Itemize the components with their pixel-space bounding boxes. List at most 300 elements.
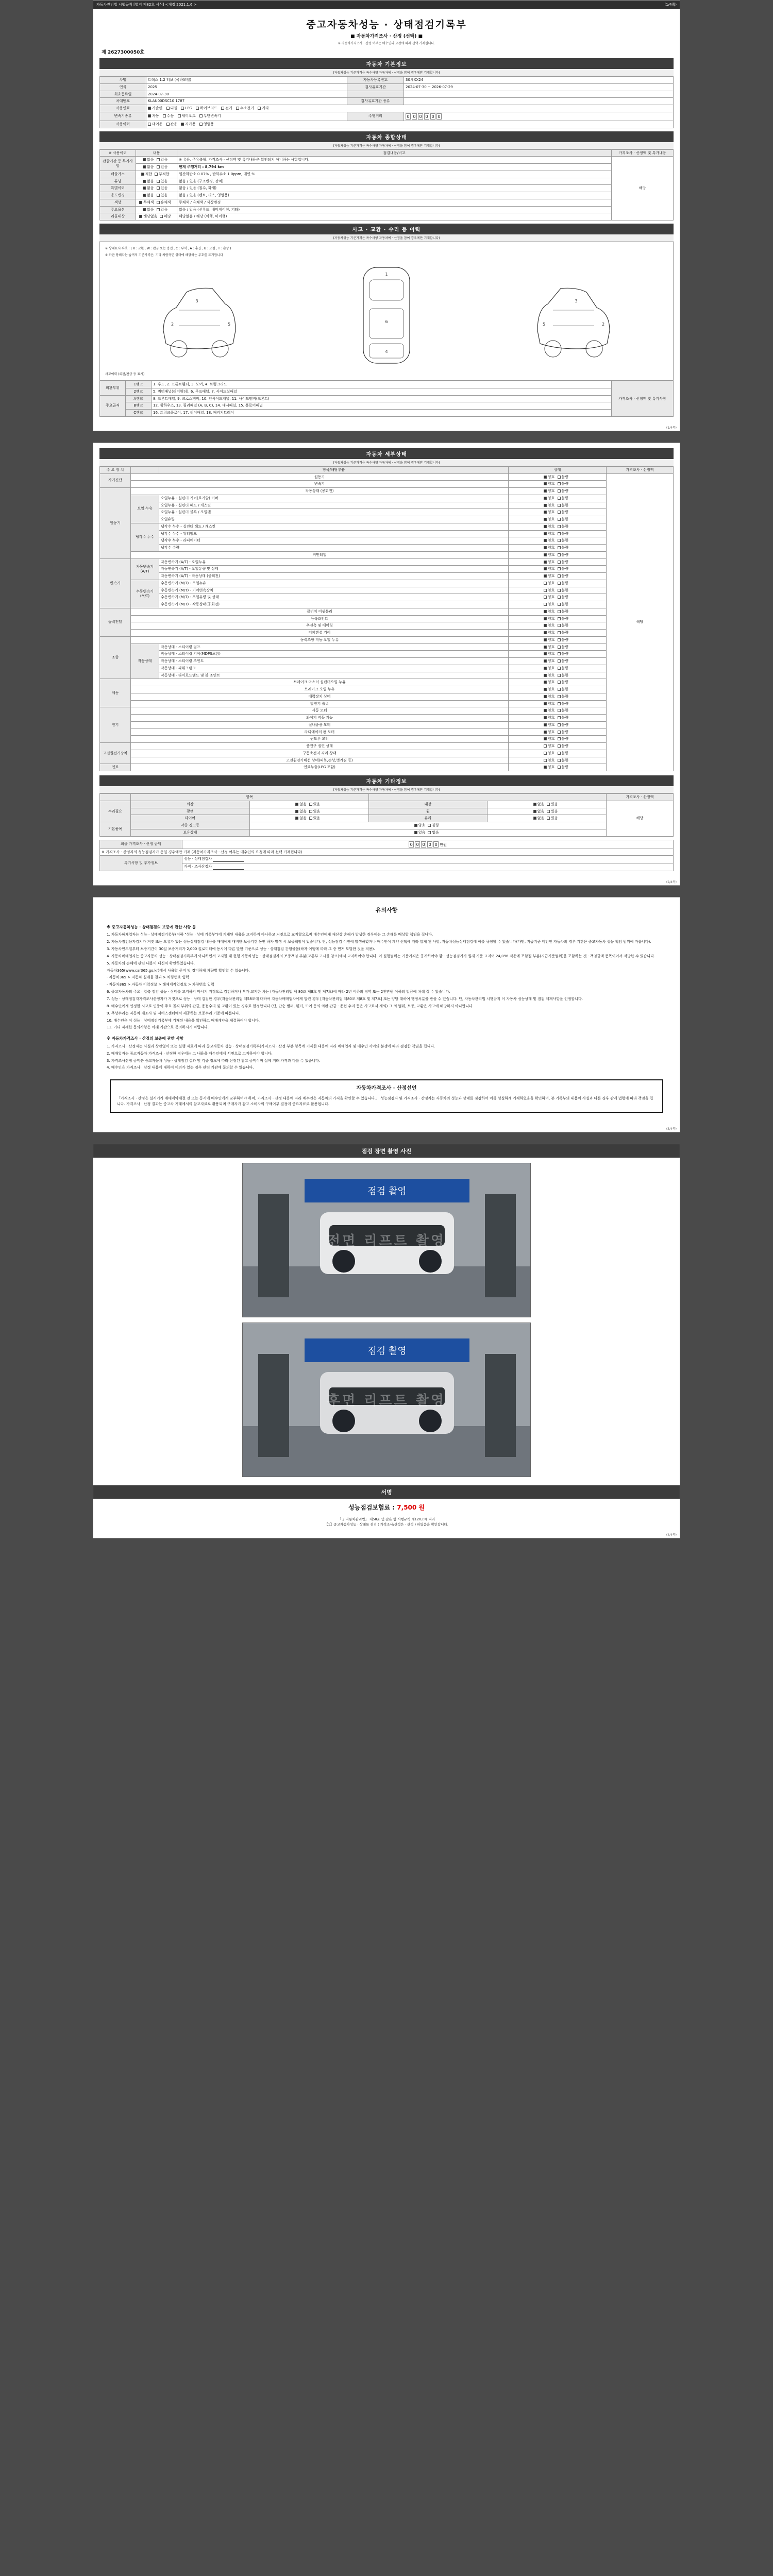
- state-steer-4[interactable]: 양호 불량: [509, 665, 607, 672]
- table-row: [100, 192, 674, 199]
- table-row: [100, 213, 674, 221]
- state-trans-5[interactable]: 양호 불량: [509, 594, 607, 601]
- svg-text:점검 촬영: 점검 촬영: [367, 1345, 407, 1357]
- col-price: 가격조사 · 산정액: [607, 466, 674, 473]
- detail-price-note: 해당: [607, 473, 674, 771]
- parts-rank-c: C랭크: [126, 410, 152, 417]
- item-selfdiag-1: 변속기: [131, 481, 509, 488]
- state-trans-3[interactable]: 양호 불량: [509, 580, 607, 587]
- state-engine-5[interactable]: 양호 불량: [509, 523, 607, 530]
- state-trans-0[interactable]: 양호 불량: [509, 558, 607, 566]
- row-label-7: 주요옵션: [100, 206, 136, 213]
- row-state-5[interactable]: 없음 있음: [136, 192, 177, 199]
- row-detail-7: 없음 / 있음 (선루프, 내비게이션, 기타): [177, 206, 612, 213]
- state-trans-6[interactable]: 양호 불량: [509, 601, 607, 608]
- table-row: [100, 651, 674, 658]
- section-basic-info-sub: (자동차성능 기준가격은 특수사양 자동차에 · 산정을 참여 경우에만 기재합니다): [99, 69, 674, 76]
- item-trans-6: 수동변속기 (M/T) - 작동상태(공회전): [159, 601, 509, 608]
- state-brake-1[interactable]: 양호 불량: [509, 686, 607, 693]
- parts-list-a: 8. 프론트패널, 9. 크로스멤버, 10. 인사이드패널, 11. 사이드멤버(프론트): [152, 395, 612, 402]
- other-label-interior: 내장: [368, 801, 488, 808]
- declaration-body: 「가격조사 · 산정은 실시기가 매매계약체결 전 또는 동시에 매수인에게 교부하여야 하며, 가격조사 · 산정 내용에 따라 매수인은 자동차의 가격을 확인할 수 있습니다.」 성능점검자 및 가격조사 · 산정자는 자동차의 성능과 상태를 점검하여 이를 성실하게 기재하였음을 확인하며, 본 기록부의 내용이 사실과 다를 경우 관계 법령에 따라 책임을 집니다. 가격조사 · 산정 결과는 중고차 거래에서의 참고자료로 활용되며 구매자가 참고 소비자의 구매여부 결정에 중요자료로 활용됩니다.: [117, 1096, 653, 1107]
- value-carname: 트랙스 1.2 터보 (국하모델): [146, 77, 347, 84]
- table-row: [100, 558, 674, 566]
- notice-item-0: 1. 자동차해체업자는 성능 · 상태점검기록부(이하 "성능 · 상태 기록부")에 기재된 내용을 교지하지 아니하고 거짓으로 교지할으로써 매수인에게 재산상 손해가 발생한 경우에는 그 손해를 배상할 책임을 집니다.: [107, 933, 433, 937]
- value-year: 2025: [146, 83, 347, 91]
- fuel-option-5[interactable]: [236, 106, 254, 111]
- state-trans-4[interactable]: 양호 불량: [509, 587, 607, 594]
- row-label-3: 튜닝: [100, 178, 136, 185]
- overall-price-note: 해당: [612, 157, 674, 221]
- fuel-option-4[interactable]: [221, 106, 232, 111]
- trans-label-0: 자동: [152, 114, 159, 118]
- parts-rank-1: 1랭크: [126, 381, 152, 388]
- signer-performance-line[interactable]: [213, 857, 244, 862]
- item-engine-7: 냉각수 누수 - 라디에이터: [159, 537, 509, 545]
- page-4: [93, 1144, 680, 1539]
- trans-option-0[interactable]: [148, 114, 159, 118]
- value-plate: 30세XX24: [404, 77, 674, 84]
- row-state-7[interactable]: 없음 있음: [136, 206, 177, 213]
- row-label-6: 색상: [100, 199, 136, 206]
- usage-option-0[interactable]: [148, 122, 162, 127]
- value-vin: KLAU00DSC10 1787: [146, 98, 347, 105]
- item-trans-1: 자동변속기 (A/T) - 오일유량 및 상태: [159, 566, 509, 573]
- svg-text:3: 3: [195, 299, 198, 303]
- table-row: [100, 77, 674, 84]
- col-main-device: 주 요 장 치: [100, 466, 131, 473]
- state-elec-1[interactable]: 양호 불량: [509, 715, 607, 722]
- item-engine-5: 냉각수 누수 - 실린더 헤드 / 개스킷: [159, 523, 509, 530]
- accident-parts-table: [99, 381, 674, 417]
- row-label-5: 용도변경: [100, 192, 136, 199]
- svg-text:4: 4: [385, 349, 388, 354]
- row-state-6[interactable]: 무채색 유채색: [136, 199, 177, 206]
- table-row: [100, 402, 674, 410]
- col-price-note: 가격조사 · 산정액 및 특가내용: [612, 149, 674, 157]
- table-row: [100, 622, 674, 630]
- other-group-repair: 수리필요: [100, 801, 131, 822]
- label-fuel: 사용연료: [100, 105, 146, 112]
- other-state-glass[interactable]: 없음 있음: [488, 815, 607, 822]
- row-state-1[interactable]: 없음 있음: [136, 164, 177, 171]
- fee-line: [93, 1499, 680, 1516]
- price-digit-4: 0: [433, 841, 439, 848]
- notice-item-6: · 자동차365 > 자동차 실매물 결과 > 차량번호 입력: [107, 975, 190, 980]
- sub-manual-trans: 수동변속기 (M/T): [131, 580, 159, 608]
- accident-parts-title: 사고이력 (외판/판금 등 표시): [105, 372, 145, 376]
- accident-price-note-label: 가격조사 · 산정액 및 특기사항: [612, 381, 674, 417]
- fee-value: 7,500 원: [397, 1503, 425, 1511]
- price-digit-1: 0: [415, 841, 420, 848]
- svg-text:5: 5: [543, 322, 546, 327]
- state-hv-2[interactable]: 양호 불량: [509, 757, 607, 764]
- state-elec-3[interactable]: 양호 불량: [509, 728, 607, 736]
- item-trans-4: 수동변속기 (M/T) - 기어변속장치: [159, 587, 509, 594]
- table-row: [100, 530, 674, 537]
- fuel-option-1[interactable]: [166, 106, 178, 111]
- state-hv-0[interactable]: 양호 불량: [509, 743, 607, 750]
- parts-rank-b: B랭크: [126, 402, 152, 410]
- notice-heading-1: ※ 중고자동차성능 · 상태점검의 보증에 관한 사항 등: [107, 924, 196, 929]
- state-engine-3[interactable]: 양호 불량: [509, 509, 607, 516]
- table-row: [100, 863, 674, 871]
- photo-section-header: 점검 장면 촬영 사진: [93, 1144, 680, 1158]
- page-notice: ※ 자동차가격조사 · 산정 여부는 매수인의 요청에 따라 선택 기재됩니다.: [338, 42, 435, 45]
- row-state-4[interactable]: 없음 있음: [136, 185, 177, 192]
- table-row: [100, 566, 674, 573]
- declaration-title: 자동차가격조사 · 산정선언: [356, 1086, 417, 1092]
- row-detail-0: ※ 유용, 주유출혈, 가격조사 · 산정액 및 특기내용은 확인되지 아니하는 사항입니다.: [177, 157, 612, 164]
- other-label-records: 보유상태: [131, 829, 250, 836]
- fuel-option-2[interactable]: [181, 106, 192, 111]
- state-fuel-0[interactable]: 양호 불량: [509, 764, 607, 771]
- trans-option-3[interactable]: [199, 114, 221, 118]
- state-selfdiag-0[interactable]: 양호 불량: [509, 473, 607, 481]
- page-1-footer: (1/4쪽): [666, 426, 677, 430]
- other-state-interior[interactable]: 없음 있음: [488, 801, 607, 808]
- row-detail-8: 해당없음 / 해당 (이행, 미이행): [177, 213, 612, 221]
- table-row: [100, 164, 674, 171]
- state-power-0[interactable]: 양호 불량: [509, 608, 607, 615]
- svg-text:5: 5: [227, 322, 230, 327]
- col-other-state-2: [368, 794, 607, 801]
- usage-option-3[interactable]: [199, 122, 214, 127]
- table-row: [100, 91, 674, 98]
- state-engine-2[interactable]: 양호 불량: [509, 502, 607, 509]
- sign-footnote-1: 「 」자동차관리법」 제58조 및 같은 법 시행규칙 제120조에 따라: [338, 1517, 435, 1521]
- notice-item-13: 11. 기타 자세한 문의사항은 아래 기관으로 문의하시기 바랍니다.: [107, 1025, 209, 1030]
- trans-label-3: 무단변속기: [203, 114, 221, 118]
- table-row: [100, 488, 674, 495]
- document-number: 제 2627300050호: [102, 50, 145, 55]
- sign-section-header: 서명: [93, 1485, 680, 1499]
- state-engine-0[interactable]: 양호 불량: [509, 488, 607, 495]
- state-brake-0[interactable]: 양호 불량: [509, 679, 607, 686]
- front-lift-photo: [242, 1163, 531, 1317]
- trans-label-1: 수동: [166, 114, 174, 118]
- table-row: [100, 700, 674, 707]
- state-power-3[interactable]: 양호 불량: [509, 630, 607, 637]
- item-hv-0: 충전구 절연 상태: [131, 743, 509, 750]
- section-overall-header: 자동차 종합상태: [99, 131, 674, 142]
- table-row: [100, 551, 674, 558]
- mileage-digits: [404, 112, 674, 121]
- table-row: [100, 105, 674, 112]
- label-plate: 자동차등록번호: [347, 77, 404, 84]
- col-usage-history: ※ 사용이력: [100, 149, 136, 157]
- table-row: [100, 801, 674, 808]
- state-selfdiag-1[interactable]: 양호 불량: [509, 481, 607, 488]
- table-row: [100, 178, 674, 185]
- label-inspection-period: 검사유효기간: [347, 83, 404, 91]
- parts-group-frame: 주요골격: [100, 395, 126, 416]
- state-brake-2[interactable]: 양호 불량: [509, 693, 607, 700]
- price-digit-0: 0: [409, 841, 414, 848]
- usage-label-2: 자가용: [185, 122, 196, 126]
- other-state-polish[interactable]: 없음 있음: [249, 808, 368, 815]
- basic-info-table: [99, 76, 674, 128]
- trans-option-1[interactable]: [163, 114, 174, 118]
- photo-list: [93, 1158, 680, 1482]
- fuel-label-4: 전기: [225, 106, 232, 110]
- notice-item-12: 10. 매수인은 이 성능 · 상태점검기록부에 기재된 내용을 확인하고 매매계약을 체결하여야 합니다.: [107, 1018, 260, 1023]
- fuel-option-3[interactable]: [196, 106, 217, 111]
- table-header-row: [100, 466, 674, 473]
- fuel-option-6[interactable]: [258, 106, 269, 111]
- table-row: [100, 388, 674, 395]
- sign-footnote: [93, 1516, 680, 1532]
- other-label-tire: 타이어: [131, 815, 250, 822]
- usage-options[interactable]: [146, 121, 674, 128]
- sub-steering-op: 작동상태: [131, 643, 159, 679]
- other-group-basic: 기본품목: [100, 822, 131, 837]
- notice2-item-0: 1. 가격조사 · 산정자는 사실과 상관없이 또는 실행 자료에 따라 중고자동차 성능 · 상태점검기록부(가격조사 · 산정 부분 항목에 기재한 내용에 따라 매매업자 및 매수인 사이의 분쟁에 따라 검검한 책임을 집니다.: [107, 1044, 435, 1048]
- label-carname: 차명: [100, 77, 146, 84]
- row-detail-4: 없음 / 있음 (침수, 화재): [177, 185, 612, 192]
- item-hv-2: 고전원전기배선 상태(피복,손상,벗겨짐 등): [131, 757, 509, 764]
- price-unit: 만원: [440, 842, 447, 847]
- other-label-wheel: 휠: [368, 808, 488, 815]
- other-state-records[interactable]: 있음 없음: [249, 829, 606, 836]
- row-state-0[interactable]: 없음 있음: [136, 157, 177, 164]
- table-row: [100, 721, 674, 728]
- page-3-footer: (3/4쪽): [666, 1127, 677, 1131]
- item-power-3: 디퍼렌셜 기어: [131, 630, 509, 637]
- table-row: [100, 601, 674, 608]
- table-row: [100, 516, 674, 523]
- state-engine-8[interactable]: 양호 불량: [509, 545, 607, 552]
- state-engine-1[interactable]: 양호 불량: [509, 495, 607, 502]
- table-row: [100, 112, 674, 121]
- row-state-8[interactable]: 해당없음 해당: [136, 213, 177, 221]
- table-row: [100, 707, 674, 715]
- state-steer-1[interactable]: 양호 불량: [509, 643, 607, 651]
- state-elec-2[interactable]: 양호 불량: [509, 721, 607, 728]
- state-elec-4[interactable]: 양호 불량: [509, 736, 607, 743]
- section-other-header: 자동차 기타정보: [99, 775, 674, 786]
- state-trans-1[interactable]: 양호 불량: [509, 566, 607, 573]
- signer-appraiser[interactable]: [182, 863, 674, 871]
- notice2-item-2: 3. 가격조사산정 금액은 중고자동차 성능 · 상태점검 결과 및 각종 정보에 따라 산정된 참고 금액이며 실제 거래 가격과 다를 수 있습니다.: [107, 1058, 321, 1063]
- state-engine-6[interactable]: 양호 불량: [509, 530, 607, 537]
- page-3: [93, 897, 680, 1132]
- state-steer-5[interactable]: 양호 불량: [509, 672, 607, 679]
- table-row: [100, 630, 674, 637]
- mileage-digit-2: 0: [418, 113, 423, 120]
- parts-list-c: 16. 트렁크플로어, 17. 리어패널, 18. 패키지트레이: [152, 410, 612, 417]
- item-hv-1: 구동축전지 격리 상태: [131, 750, 509, 757]
- table-row: [100, 481, 674, 488]
- other-state-tire[interactable]: 없음 있음: [249, 815, 368, 822]
- state-hv-1[interactable]: 양호 불량: [509, 750, 607, 757]
- label-year: 연식: [100, 83, 146, 91]
- state-power-2[interactable]: 양호 불량: [509, 622, 607, 630]
- signer-group-label: 특기사항 및 추가정보: [100, 856, 182, 871]
- row-state-3[interactable]: 없음 있음: [136, 178, 177, 185]
- table-row: [100, 743, 674, 750]
- notice-item-5: 자동차365(www.car365.go.kr)에서 사용할 준비 및 경미하게 차량별 확인할 수 있습니다.: [107, 968, 250, 973]
- page-title: 중고자동차성능 · 상태점검기록부: [306, 19, 467, 30]
- fuel-label-2: LPG: [185, 106, 192, 110]
- svg-text:1: 1: [385, 272, 388, 277]
- group-steering: 조향: [100, 636, 131, 679]
- svg-text:2: 2: [602, 322, 605, 327]
- sub-auto-trans: 자동변속기 (A/T): [131, 558, 159, 580]
- table-row: [100, 840, 674, 849]
- trans-option-2[interactable]: [178, 114, 196, 118]
- car-top-diagram: [348, 261, 425, 369]
- table-row: [100, 658, 674, 665]
- accident-diagram-area: [99, 242, 674, 381]
- page-2-footer: (2/4쪽): [666, 880, 677, 884]
- state-power-1[interactable]: 양호 불량: [509, 615, 607, 622]
- svg-text:2: 2: [171, 322, 174, 327]
- table-row: [100, 185, 674, 192]
- svg-text:점검 촬영: 점검 촬영: [367, 1185, 407, 1197]
- item-steer-4: 작동상태 - 파워크랭크: [159, 665, 509, 672]
- table-row: [100, 815, 674, 822]
- table-row: [100, 157, 674, 164]
- col-content: 내용: [136, 149, 177, 157]
- item-engine-9: 커먼레일: [131, 551, 509, 558]
- section-basic-info-header: 자동차 기본정보: [99, 58, 674, 69]
- table-row: [100, 381, 674, 388]
- usage-option-2[interactable]: [181, 122, 195, 127]
- state-brake-3[interactable]: 양호 불량: [509, 700, 607, 707]
- state-steer-2[interactable]: 양호 불량: [509, 651, 607, 658]
- table-row: [100, 849, 674, 856]
- table-row: [100, 750, 674, 757]
- final-price-note: ※ 가격조사 · 산정자의 성능점검자가 동일 경우에만 기재 (자동차가격조사 · 산정 여부는 매수인의 요청에 따라 선택 기재됩니다): [100, 849, 674, 856]
- transmission-options[interactable]: [146, 112, 347, 121]
- col-other-price: 가격조사 · 산정액: [607, 794, 674, 801]
- mileage-digit-3: 0: [424, 113, 429, 120]
- item-steer-2: 작동상태 - 스티어링 기어(MDPS포함): [159, 651, 509, 658]
- other-label-glass: 유리: [368, 815, 488, 822]
- row-label-8: 리콜대상: [100, 213, 136, 221]
- section-overall-sub: (자동차성능 기준가격은 특수사양 자동차에 · 산정을 참여 경우에만 기재합니다): [99, 142, 674, 149]
- item-trans-0: 자동변속기 (A/T) - 오일누유: [159, 558, 509, 566]
- item-trans-2: 자동변속기 (A/T) - 작동상태 (공회전): [159, 573, 509, 580]
- state-engine-4[interactable]: 양호 불량: [509, 516, 607, 523]
- fuel-options[interactable]: [146, 105, 674, 112]
- state-engine-7[interactable]: 양호 불량: [509, 537, 607, 545]
- value-inspection-period: 2024-07-30 ~ 2026-07-29: [404, 83, 674, 91]
- item-elec-3: 라디에이터 팬 모터: [131, 728, 509, 736]
- other-state-warning[interactable]: 양호 불량: [249, 822, 606, 829]
- section-other-sub: (자동차성능 기준가격은 특수사양 자동차에 · 산정을 참여 경우에만 기재합니다): [99, 786, 674, 793]
- table-row: [100, 829, 674, 836]
- signer-performance[interactable]: [182, 856, 674, 863]
- table-row: [100, 545, 674, 552]
- price-digit-3: 0: [427, 841, 432, 848]
- col-detail: 점검내용/비고: [177, 149, 612, 157]
- table-row: [100, 473, 674, 481]
- parts-rank-2: 2랭크: [126, 388, 152, 395]
- form-reference: 자동차관리법 시행규칙 [별지 제82호 서식] <개정 2021.1.6.>: [96, 3, 197, 7]
- other-state-wheel[interactable]: 없음 있음: [488, 808, 607, 815]
- item-power-1: 등속조인트: [131, 615, 509, 622]
- state-elec-0[interactable]: 양호 불량: [509, 707, 607, 715]
- table-row: [100, 764, 674, 771]
- label-blank-1: [347, 91, 404, 98]
- table-row: [100, 715, 674, 722]
- item-brake-0: 브레이크 마스터 실린더오일 누유: [131, 679, 509, 686]
- other-info-table: [99, 793, 674, 837]
- col-sub-device: [131, 466, 159, 473]
- car-diagram-row: [103, 258, 670, 370]
- accident-legend-1: ※ 상태표시 부호 : ( X : 교환 , W : 판금 또는 용접 , C : 부식 , A : 흠집 , U : 요철 , T : 손상 ): [105, 247, 231, 250]
- table-row: [100, 509, 674, 516]
- table-row: [100, 573, 674, 580]
- state-steer-3[interactable]: 양호 불량: [509, 658, 607, 665]
- page-top-band: [93, 1, 680, 9]
- signer-appraiser-line[interactable]: [213, 865, 244, 870]
- item-steer-5: 작동상태 - 타이로드엔드 및 볼 조인트: [159, 672, 509, 679]
- fuel-label-0: 가솔린: [152, 106, 163, 110]
- value-first-reg: 2024-07-30: [146, 91, 347, 98]
- row-label-4: 특별이력: [100, 185, 136, 192]
- label-transmission: 변속기종류: [100, 112, 146, 121]
- trans-label-2: 세미오토: [181, 114, 196, 118]
- group-brake: 제동: [100, 679, 131, 707]
- value-inspection-type: [404, 98, 674, 105]
- notice-item-1: 2. 자동차점검용자검지가 거짓 또는 오류가 있는 성능상태점검 내용을 매매에게 대비한 보증기간 동안 하자 발생 시 보증책임이 있습니다. 단, 성능점검 이전에 발생하였거나 매수인이 계약 선택에 따라 알게 된 사항, 자동차성능상태점검에 이를 규정할 수 있습니다(다만, 지급기준 미만인 자동차의 경우 기간은 중고자동차 성능 책임 범위에 따릅니다).: [107, 940, 651, 944]
- state-engine-9[interactable]: 양호 불량: [509, 551, 607, 558]
- parts-rank-a: A랭크: [126, 395, 152, 402]
- parts-list-2: 5. 쿼터패널(리어휀더), 6. 루프패널, 7. 사이드실패널: [152, 388, 612, 395]
- usage-option-1[interactable]: [166, 122, 178, 127]
- fuel-option-0[interactable]: [148, 106, 162, 111]
- parts-group-outer: 외판부위: [100, 381, 126, 396]
- label-inspection-type: 검사유효기간 종류: [347, 98, 404, 105]
- state-steer-0[interactable]: 양호 불량: [509, 636, 607, 643]
- notice-item-2: 3. 자동차인도일부터 보증기간이 30일 보증거리가 2,000 킬로미터에 동시에 다른 말한 기준으로 성능 · 상태점검 간행물을(하자 이행에 따라 그 중 먼저 도달한 것을 적용).: [107, 947, 375, 952]
- item-steer-3: 작동상태 - 스티어링 조인트: [159, 658, 509, 665]
- page-1: [93, 0, 680, 431]
- car-side-left-diagram: [156, 264, 243, 367]
- row-state-2[interactable]: 적합 부적합: [136, 171, 177, 178]
- row-detail-5: 없음 / 있음 (렌트, 리스, 영업용): [177, 192, 612, 199]
- other-label-exterior: 외장: [131, 801, 250, 808]
- mileage-digit-5: 0: [436, 113, 442, 120]
- table-row: [100, 206, 674, 213]
- sign-footnote-2: 【1】중고자동차성능 · 상태를 점검 ( 가격조사/산정은 · 산정 ) 하였음을 확인합니다.: [325, 1522, 448, 1527]
- state-trans-2[interactable]: 양호 불량: [509, 573, 607, 580]
- group-electric: 전기: [100, 707, 131, 743]
- svg-text:6: 6: [385, 319, 388, 324]
- usage-label-0: 대여용: [152, 122, 163, 126]
- sub-engine-oil: 오일 누유: [131, 495, 159, 523]
- col-other-state: 항목: [131, 794, 369, 801]
- table-row: [100, 410, 674, 417]
- photo-watermark-1: 전면 리프트 촬영: [327, 1233, 446, 1249]
- table-row: [100, 199, 674, 206]
- photo-watermark-2: 후면 리프트 촬영: [327, 1393, 446, 1409]
- item-fuel-0: 연료누출(LPG 포함): [131, 764, 509, 771]
- table-row: [100, 537, 674, 545]
- group-transmission: 변속기: [100, 558, 131, 608]
- group-highvoltage: 고전원전기장치: [100, 743, 131, 764]
- car-side-right-diagram: [530, 264, 617, 367]
- page-subtitle: ■ 자동차가격조사 · 산정 (선택) ■: [350, 34, 423, 39]
- other-state-exterior[interactable]: 없음 있음: [249, 801, 368, 808]
- item-engine-1: 오일누유 - 실린더 커버(로커암) 커버: [159, 495, 509, 502]
- fee-label: 성능점검보험료 :: [348, 1503, 395, 1511]
- table-row: [100, 587, 674, 594]
- notice-item-8: 6. 중고자동차의 주요 · 압축 점검 성능 · 상태를 교지하지 마시기 거짓으로 검검하거나 부가 교지한 차는 (자동차관리법 제 80조 제8호 및 제7호)에 따라 2년 이하의 징역 또는 2천만원 이하의 벌금에 처해 질 수 있습니다.: [107, 990, 450, 994]
